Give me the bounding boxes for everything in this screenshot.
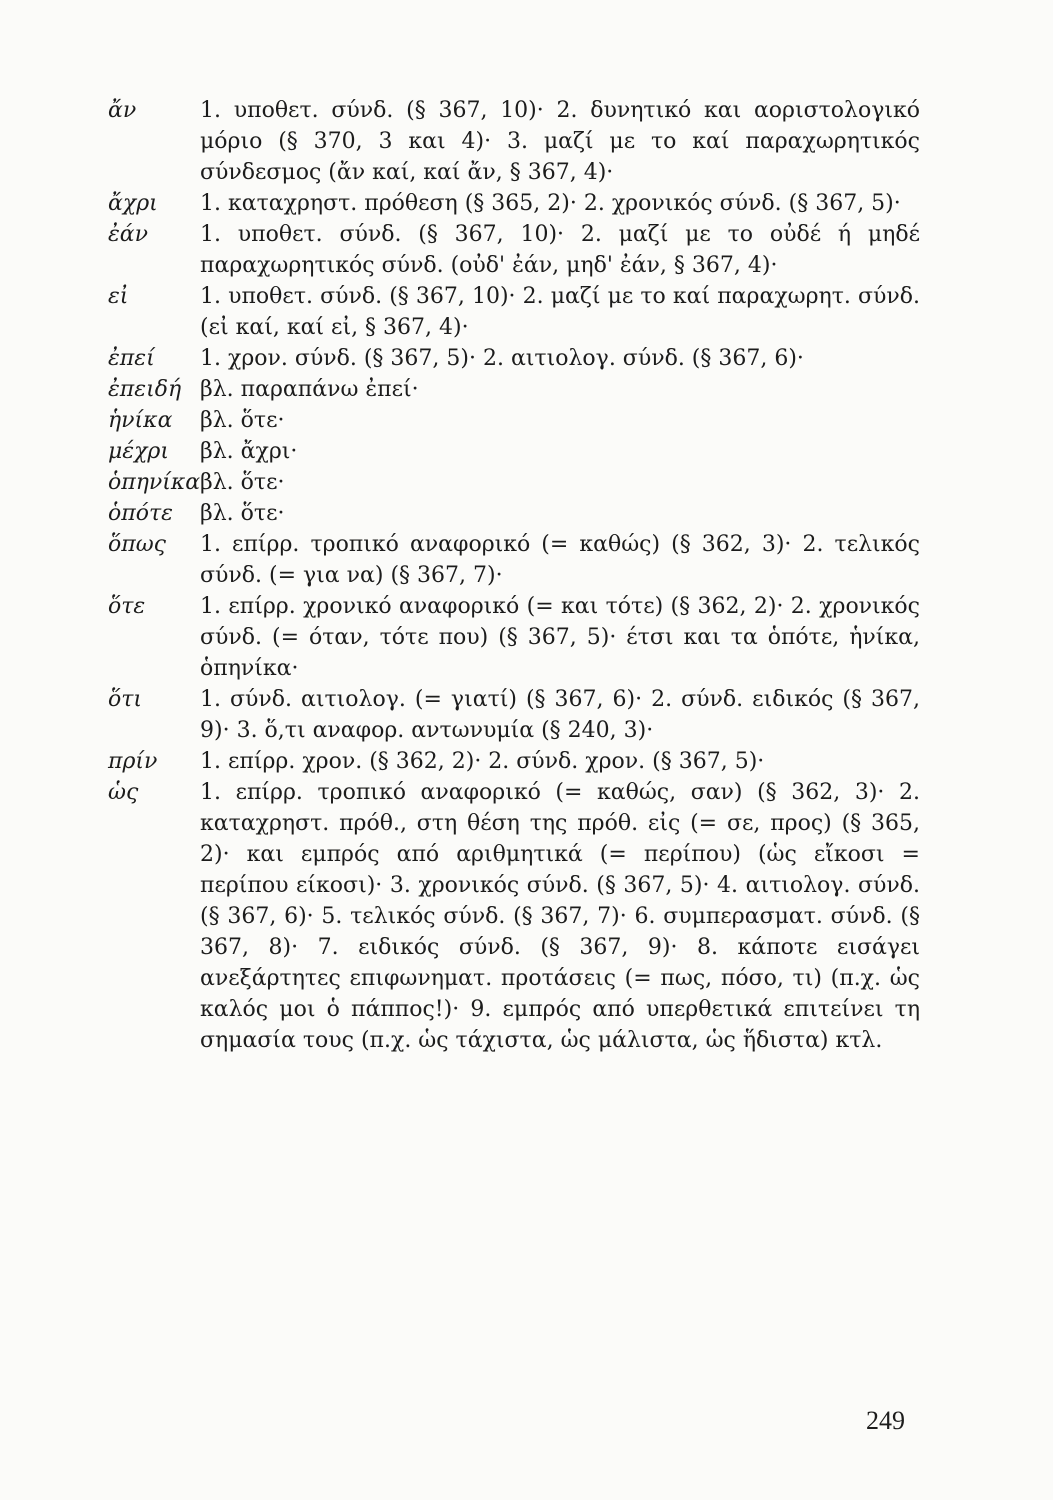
glossary-entry [108,405,928,436]
glossary-entry [108,95,928,188]
entry-headword: ἄχρι [108,191,158,216]
entry-headword: εἰ [108,284,129,309]
glossary-entry [108,746,928,777]
entry-definition: βλ. ἄχρι· [200,439,298,464]
glossary-list [108,95,928,1056]
glossary-entry [108,219,928,281]
entry-headword: ὅτε [108,594,146,619]
entry-headword: ὁπηνίκα [108,470,201,495]
glossary-entry [108,591,928,684]
glossary-entry [108,436,928,467]
entry-headword: ἐπεί [108,346,155,371]
entry-definition: 1. καταχρηστ. πρόθεση (§ 365, 2)· 2. χρονικός σύνδ. (§ 367, 5)· [200,191,901,216]
entry-definition: βλ. ὅτε· [200,470,285,495]
glossary-entry [108,343,928,374]
entry-definition: 1. επίρρ. τροπικό αναφορικό (= καθώς, σαν) (§ 362, 3)· 2. καταχρηστ. πρόθ., στη θέση της πρόθ. εἰς (= σε, προς) (§ 365, 2)· και εμπρός από αριθμητικά (= περίπου) (ὡς εἴκοσι = περίπου είκοσι)· 3. χρονικός σύνδ. (§ 367, 5)· 4. αιτιολογ. σύνδ. (§ 367, 6)· 5. τελικός σύνδ. (§ 367, 7)· 6. συμπερασματ. σύνδ. (§ 367, 8)· 7. ειδικός σύνδ. (§ 367, 9)· 8. κάποτε εισάγει ανεξάρτητες επιφωνηματ. προτάσεις (= πως, πόσο, τι) (π.χ. ὡς καλός μοι ὁ πάππος!)· 9. εμπρός από υπερθετικά επιτείνει τη σημασία τους (π.χ. ὡς τάχιστα, ὡς μάλιστα, ὡς ἥδιστα) κτλ. [200,780,920,1053]
entry-headword: ὡς [108,780,139,805]
entry-definition: 1. σύνδ. αιτιολογ. (= γιατί) (§ 367, 6)· 2. σύνδ. ειδικός (§ 367, 9)· 3. ὅ,τι αναφορ. αντωνυμία (§ 240, 3)· [200,687,920,743]
entry-definition: 1. υποθετ. σύνδ. (§ 367, 10)· 2. μαζί με το καί παραχωρητ. σύνδ. (εἰ καί, καί εἰ, § 367, 4)· [200,284,920,340]
entry-definition: 1. υποθετ. σύνδ. (§ 367, 10)· 2. μαζί με το οὐδέ ή μηδέ παραχωρητικός σύνδ. (οὐδ' ἐάν, μηδ' ἐάν, § 367, 4)· [200,222,920,278]
entry-definition: 1. χρον. σύνδ. (§ 367, 5)· 2. αιτιολογ. σύνδ. (§ 367, 6)· [200,346,804,371]
entry-definition: βλ. ὅτε· [200,501,285,526]
glossary-entry [108,374,928,405]
glossary-entry [108,777,928,1056]
glossary-entry [108,467,928,498]
entry-definition: 1. επίρρ. χρονικό αναφορικό (= και τότε) (§ 362, 2)· 2. χρονικός σύνδ. (= όταν, τότε που) (§ 367, 5)· έτσι και τα ὁπότε, ἡνίκα, ὁπηνίκα· [200,594,920,681]
entry-headword: ἐάν [108,222,149,247]
glossary-entry [108,684,928,746]
entry-headword: ἄν [108,98,137,123]
glossary-entry [108,498,928,529]
entry-definition: βλ. παραπάνω ἐπεί· [200,377,419,402]
glossary-entry [108,188,928,219]
entry-headword: ὅτι [108,687,143,712]
entry-headword: πρίν [108,749,158,774]
entry-definition: βλ. ὅτε· [200,408,285,433]
entry-definition: 1. επίρρ. τροπικό αναφορικό (= καθώς) (§ 362, 3)· 2. τελικός σύνδ. (= για να) (§ 367, 7)· [200,532,920,588]
entry-headword: ἡνίκα [108,408,173,433]
entry-headword: ὅπως [108,532,166,557]
entry-headword: ὁπότε [108,501,173,526]
page-number: 249 [866,1406,905,1435]
glossary-entry [108,281,928,343]
entry-headword: ἐπειδή [108,377,182,402]
entry-definition: 1. επίρρ. χρον. (§ 362, 2)· 2. σύνδ. χρον. (§ 367, 5)· [200,749,765,774]
glossary-entry [108,529,928,591]
entry-definition: 1. υποθετ. σύνδ. (§ 367, 10)· 2. δυνητικό και αοριστολογικό μόριο (§ 370, 3 και 4)· 3. μαζί με το καί παραχωρητικός σύνδεσμος (ἄν καί, καί ἄν, § 367, 4)· [200,98,920,185]
entry-headword: μέχρι [108,439,169,464]
